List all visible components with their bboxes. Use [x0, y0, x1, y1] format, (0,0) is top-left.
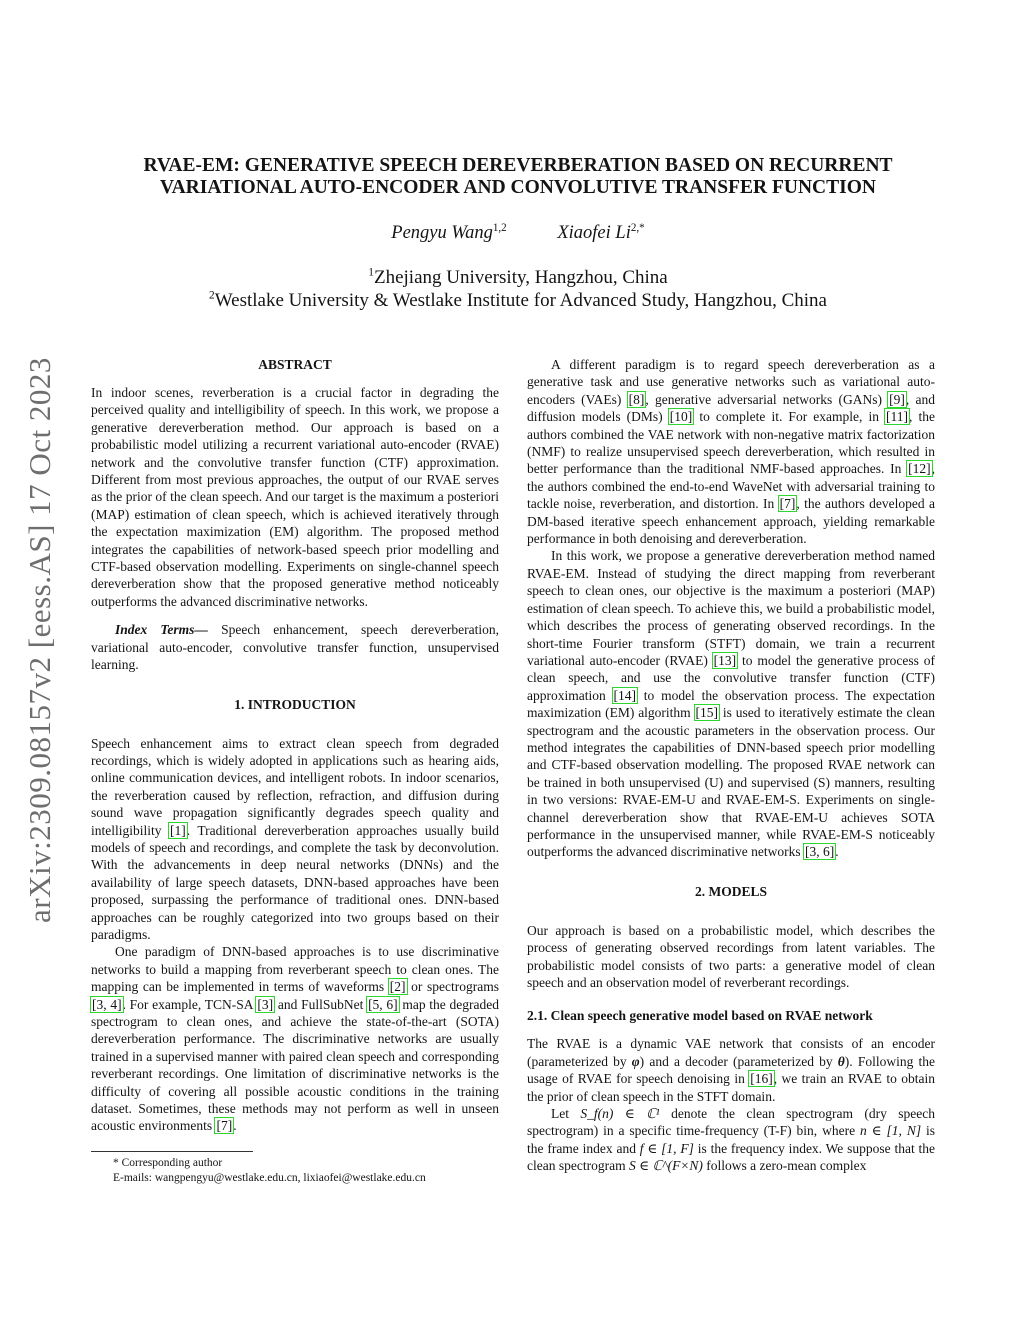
- index-terms-text: Speech enhancement, speech dereverberation, variational auto-encoder, convolutive transfer function, unsupervised learning.: [91, 622, 499, 673]
- affiliation-2: $^2$Westlake University & Westlake Institute for Advanced Study, Hangzhou, China: [209, 289, 827, 311]
- citation-link[interactable]: [7]: [216, 1118, 233, 1134]
- abstract-heading: ABSTRACT: [258, 357, 332, 372]
- math-inline: S_f(n) ∈ ℂ¹: [580, 1106, 660, 1122]
- footnote-emails: E-mails: wangpengyu@westlake.edu.cn, lixiaofei@westlake.edu.cn: [113, 1171, 426, 1184]
- intro-paragraph-1: Speech enhancement aims to extract clean speech from degraded recordings, which is widely adopted in applications such as hearing aids, online communication devices, and intelligent robots. In indoor scenarios, the reverberation caused by reflection, refraction, and diffusion during sound wave propagation significantly degrades speech quality and intelligibility [1]. Traditional dereverberation approaches usually build models of speech and recordings, and complete the task by deconvolution. With the advancements in deep neural networks (DNNs) and the availability of large speech datasets, DNN-based approaches have been proposed, surpassing the performance of traditional ones. DNN-based approaches can be roughly categorized into two groups based on their paradigms.: [91, 735, 499, 942]
- citation-link[interactable]: [15]: [695, 705, 719, 721]
- author-1: [391, 223, 506, 243]
- author-list: [100, 223, 936, 244]
- citation-link[interactable]: [3, 4]: [92, 996, 122, 1012]
- paper-title: [100, 155, 936, 199]
- abstract-text: In indoor scenes, reverberation is a crucial factor in degrading the perceived quality and intelligibility of speech. In this work, we propose a generative dereverberation method. Our approach is based on a probabilistic model utilizing a recurrent variational auto-encoder (RVAE) network and the convolutive transfer function (CTF) approximation. Different from most previous approaches, the output of our RVAE serves as the prior of the clean speech. And our target is the maximum a posteriori (MAP) estimation of clean speech, which is achieved iteratively through the expectation maximization (EM) algorithm. The proposed method integrates the capabilities of network-based speech prior modelling and CTF-based observation modelling. Experiments on single-channel speech dereverberation show that the proposed generative method noticeably outperforms the advanced discriminative networks.: [91, 385, 499, 609]
- citation-link[interactable]: [11]: [886, 409, 909, 425]
- affiliation-1: $^1$Zhejiang University, Hangzhou, China: [368, 266, 668, 288]
- arxiv-id-text: arXiv:2309.08157v2 [eess.AS] 17 Oct 2023: [22, 357, 58, 923]
- citation-link[interactable]: [14]: [613, 687, 637, 703]
- author-2-name: Xiaofei Li: [557, 223, 631, 243]
- math-inline: S ∈ ℂ^(F×N): [628, 1158, 703, 1174]
- footnote-rule: [91, 1151, 253, 1152]
- intro-paragraph-2: One paradigm of DNN-based approaches is to use discriminative networks to build a mapping from reverberant speech to clean ones. The mapping can be implemented in terms of waveforms [2] or spectrograms [3, 4]. For example, TCN-SA [3] and FullSubNet [5, 6] map the degraded spectrogram to clean ones, and achieve the state-of-the-art (SOTA) dereverberation performance. The discriminative networks are usually trained in a supervised manner with paired clean speech and corresponding reverberant recordings. One limitation of discriminative networks is the difficulty of covering all possible acoustic conditions in the training dataset. Sometimes, these methods may not perform as well in unseen acoustic environments [7].: [91, 944, 499, 1134]
- section-2-heading: 2. MODELS: [694, 883, 767, 899]
- models-paragraph-3: Let S_f(n) ∈ ℂ¹ denote the clean spectrogram (dry speech spectrogram) in a specific time-frequency (T-F) bin, where n ∈ [1, N] is the frame index and f ∈ [1, F] is the frequency index. We suppose that the clean spectrogram S ∈ ℂ^(F×N) follows a zero-mean complex: [527, 1106, 936, 1174]
- citation-link[interactable]: [13]: [713, 652, 737, 668]
- citation-link[interactable]: [12]: [908, 461, 931, 477]
- author-2: [557, 223, 644, 243]
- left-column: [91, 356, 499, 1186]
- section-1-heading: 1. INTRODUCTION: [234, 696, 356, 712]
- math-inline: n ∈ [1, N]: [859, 1123, 922, 1139]
- footnote: [91, 1151, 499, 1186]
- affiliations: [100, 266, 936, 312]
- citation-link[interactable]: [3, 6]: [805, 844, 835, 860]
- citation-link[interactable]: [9]: [889, 391, 905, 407]
- citation-link[interactable]: [3]: [257, 996, 274, 1012]
- footnote-corresponding: * Corresponding author: [113, 1156, 223, 1169]
- index-terms-label: Index Terms—: [115, 622, 208, 638]
- author-1-sup: 1,2: [492, 221, 507, 234]
- title-line-1: RVAE-EM: GENERATIVE SPEECH DEREVERBERATION BASED ON RECURRENT: [143, 155, 893, 176]
- citation-link[interactable]: [1]: [170, 822, 186, 838]
- citation-link[interactable]: [8]: [628, 391, 645, 407]
- citation-link[interactable]: [5, 6]: [368, 996, 398, 1012]
- citation-link[interactable]: [16]: [750, 1071, 773, 1087]
- citation-link[interactable]: [2]: [389, 979, 406, 995]
- author-2-sup: 2,*: [630, 221, 645, 234]
- intro-paragraph-4: In this work, we propose a generative dereverberation method named RVAE-EM. Instead of studying the direct mapping from reverberant speech to clean ones, our objective is the maximum a posteriori (MAP) estimation of clean speech. To achieve this, we build a probabilistic model, which describes the process of generating observed recordings. In the short-time Fourier transform (STFT) domain, we train a recurrent variational auto-encoder (RVAE) [13] to model the generative process of clean speech, and use the convolutive transfer function (CTF) approximation [14] to model the observation process. The expectation maximization (EM) algorithm [15] is used to iteratively estimate the clean spectrogram and the acoustic parameters in the observation process. Our method integrates the capabilities of DNN-based speech prior modelling and CTF-based observation modelling. The proposed RVAE network can be trained in both unsupervised (U) and supervised (S) manners, resulting in two versions: RVAE-EM-U and RVAE-EM-S. Experiments on single-channel dereverberation show that RVAE-EM-U achieves SOTA performance in the unsupervised manner, while RVAE-EM-S noticeably outperforms the advanced discriminative networks [3, 6].: [527, 548, 935, 860]
- author-1-name: Pengyu Wang: [391, 223, 493, 243]
- subsection-2-1-heading: 2.1. Clean speech generative model based on RVAE network: [527, 1008, 873, 1024]
- citation-link[interactable]: [10]: [669, 409, 693, 425]
- right-column: [527, 356, 935, 1175]
- arxiv-identifier: [10, 330, 70, 950]
- models-paragraph-2: The RVAE is a dynamic VAE network that consists of an encoder (parameterized by φ) and a decoder (parameterized by θ). Following the usage of RVAE for speech denoising in [16], we train an RVAE to obtain the prior of clean speech in the STFT domain.: [527, 1036, 935, 1104]
- citation-link[interactable]: [7]: [779, 496, 796, 512]
- intro-paragraph-3: A different paradigm is to regard speech dereverberation as a generative task and use generative networks such as variational auto-encoders (VAEs) [8], generative adversarial networks (GANs) [9], and diffusion models (DMs) [10] to complete it. For example, in [11], the authors combined the VAE network with non-negative matrix factorization (NMF) to realize unsupervised speech dereverberation, which resulted in better performance than the traditional NMF-based approaches. In [12], the authors combined the end-to-end WaveNet with adversarial training to tackle noise, reverberation, and distortion. In [7], the authors developed a DM-based iterative speech enhancement approach, yielding remarkable performance in both denoising and dereverberation.: [527, 357, 936, 547]
- title-line-2: VARIATIONAL AUTO-ENCODER AND CONVOLUTIVE TRANSFER FUNCTION: [160, 177, 876, 198]
- phi-symbol: φ: [631, 1053, 640, 1069]
- math-inline: f ∈ [1, F]: [639, 1140, 694, 1156]
- theta-symbol: θ: [837, 1053, 845, 1069]
- models-paragraph-1: Our approach is based on a probabilistic model, which describes the process of generating observed recordings from latent variables. The probabilistic model consists of two parts: a generative model of clean speech and an observation model of reverberant recordings.: [527, 922, 935, 990]
- index-terms: [91, 621, 499, 673]
